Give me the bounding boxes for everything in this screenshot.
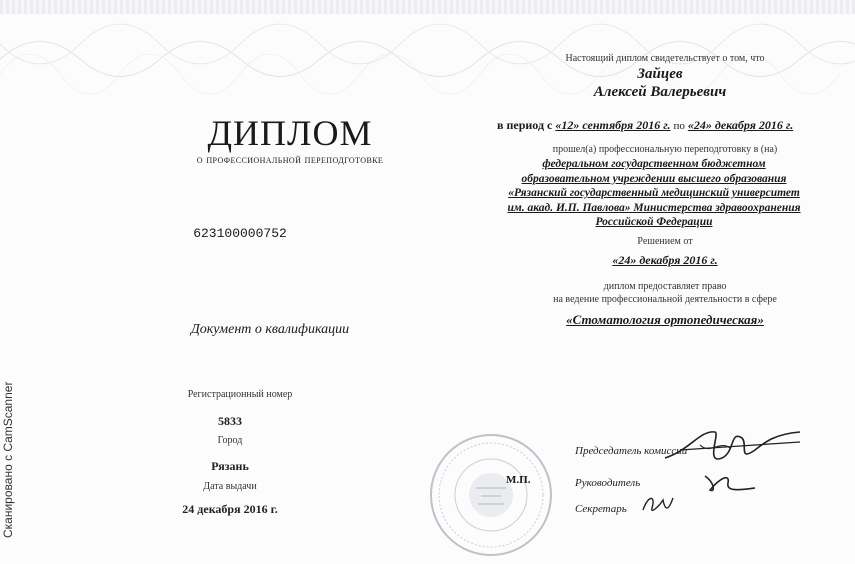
organization-line: Российской Федерации — [595, 216, 713, 228]
right-label-1: диплом предоставляет право — [603, 281, 727, 292]
head-signature — [700, 468, 760, 498]
period-end: «24» декабря 2016 г. — [687, 118, 794, 132]
registration-number-value: 5833 — [218, 414, 242, 428]
secretary-signature — [638, 490, 678, 520]
document-type-label: Документ о квалификации — [190, 322, 350, 337]
study-period — [497, 118, 827, 133]
stamp-label: М.П. — [506, 474, 531, 486]
right-label-2: на ведение профессиональной деятельности в сфере — [553, 294, 777, 305]
decision-label: Решением от — [637, 236, 693, 247]
diploma-subtitle: о профессиональной переподготовке — [196, 152, 384, 166]
organization-block — [478, 157, 830, 230]
intro-text: Настоящий диплом свидетельствует о том, что — [565, 53, 765, 64]
city-value: Рязань — [211, 459, 249, 473]
official-stamp — [426, 430, 556, 560]
diploma-number: 623100000752 — [193, 226, 287, 241]
chair-signature-label: Председатель комиссии — [575, 445, 688, 457]
organization-line: федеральном государственном бюджетном — [542, 158, 766, 170]
city-label: Город — [217, 435, 243, 446]
diploma-title: ДИПЛОМ — [207, 113, 373, 153]
holder-surname: Зайцев — [637, 66, 683, 82]
issue-date-value: 24 декабря 2016 г. — [182, 502, 278, 516]
decision-date: «24» декабря 2016 г. — [612, 253, 718, 267]
camscanner-watermark: Сканировано с CamScanner — [1, 381, 15, 538]
issue-date-label: Дата выдачи — [203, 481, 257, 492]
secretary-signature-label: Секретарь — [575, 503, 627, 515]
chair-signature — [660, 420, 810, 470]
organization-line: образовательном учреждении высшего образования — [521, 172, 787, 185]
organization-line: «Рязанский государственный медицинский университет — [508, 187, 800, 199]
holder-name: Алексей Валерьевич — [593, 84, 727, 100]
specialty: «Стоматология ортопедическая» — [566, 312, 764, 327]
passed-label: прошел(а) профессиональную переподготовку в (на) — [552, 144, 778, 155]
organization-line: им. акад. И.П. Павлова» Министерства здравоохранения — [507, 201, 801, 214]
head-signature-label: Руководитель — [575, 477, 641, 489]
registration-number-label: Регистрационный номер — [187, 389, 293, 400]
period-mid: по — [673, 120, 685, 132]
period-start: «12» сентября 2016 г. — [555, 118, 671, 132]
decorative-top-strip — [0, 0, 855, 14]
period-prefix: в период с — [497, 118, 553, 132]
